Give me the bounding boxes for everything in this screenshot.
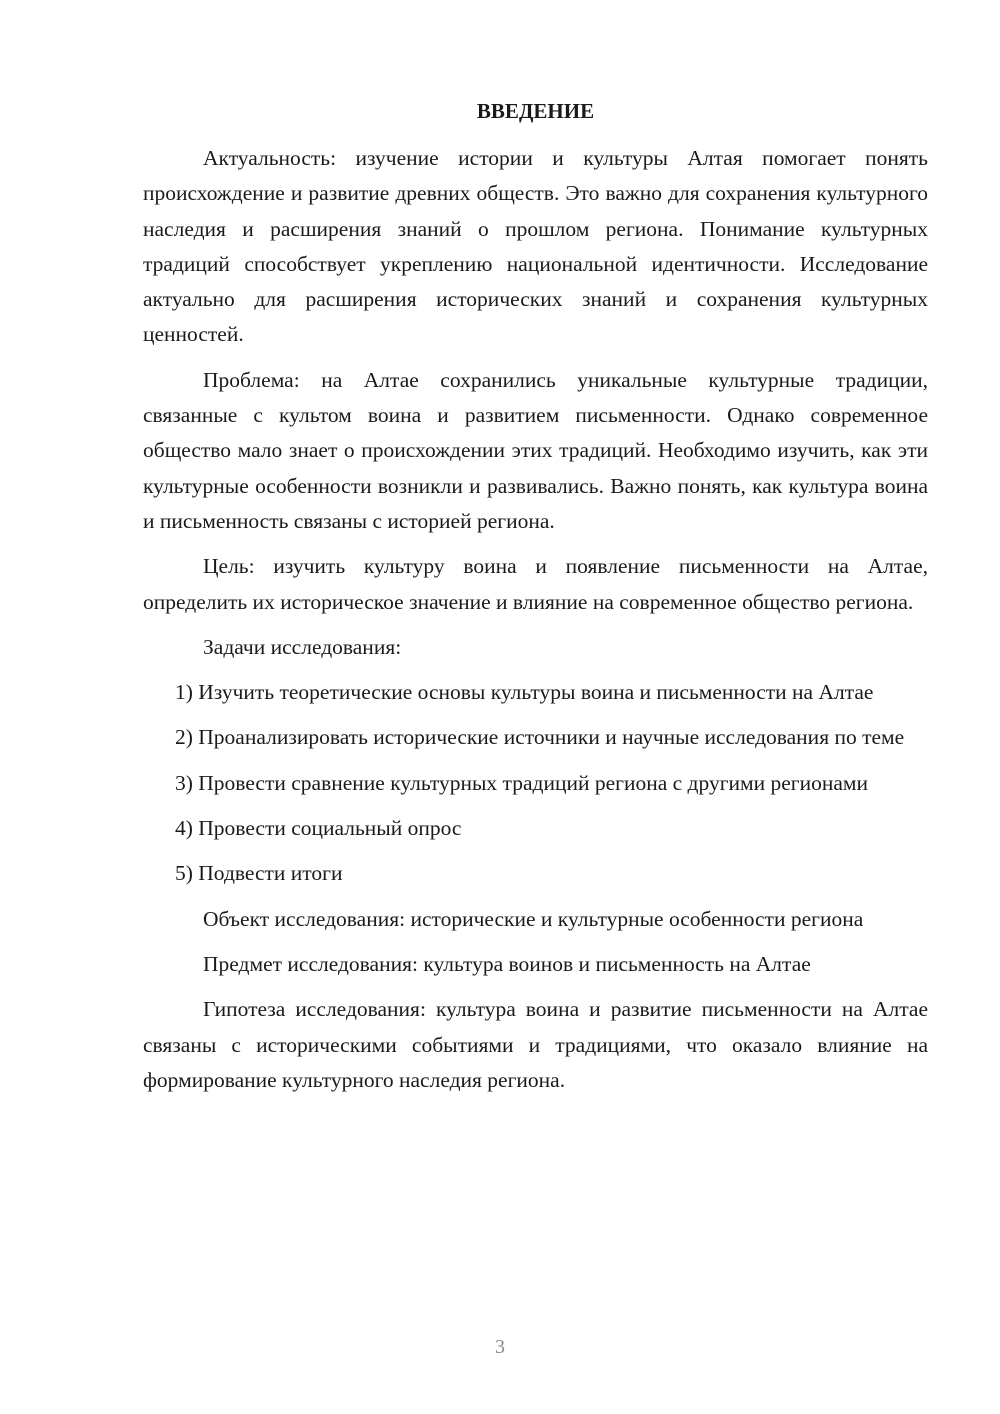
object-paragraph: Объект исследования: исторические и культурные особенности региона — [203, 906, 864, 931]
task-item: 3) Провести сравнение культурных традиций региона с другими регионами — [175, 770, 869, 795]
task-item: 5) Подвести итоги — [175, 861, 343, 886]
document-body — [143, 141, 928, 1098]
relevance-paragraph: Актуальность: изучение истории и культуры Алтая помогает понять происхождение и развитие древних обществ. Это важно для сохранения культурного наследия и расширения знаний о прошлом региона. Понимание культурных традиций способствует укреплению национальной идентичности. Исследование актуально для расширения исторических знаний и сохранения культурных ценностей. — [143, 146, 928, 347]
tasks-heading: Задачи исследования: — [203, 634, 402, 659]
section-title: ВВЕДЕНИЕ — [476, 99, 595, 123]
hypothesis-paragraph: Гипотеза исследования: культура воина и развитие письменности на Алтае связаны с историческими событиями и традициями, что оказало влияние на формирование культурного наследия региона. — [143, 997, 928, 1092]
subject-paragraph: Предмет исследования: культура воинов и письменность на Алтае — [203, 951, 811, 976]
page-number: 3 — [495, 1336, 505, 1358]
goal-paragraph: Цель: изучить культуру воина и появление письменности на Алтае, определить их историческое значение и влияние на современное общество региона. — [143, 554, 928, 614]
problem-paragraph: Проблема: на Алтае сохранились уникальные культурные традиции, связанные с культом воина и развитием письменности. Однако современное общество мало знает о происхождении этих традиций. Необходимо изучить, как эти культурные особенности возникли и развивались. Важно понять, как культура воина и письменность связаны с историей региона. — [143, 367, 928, 533]
task-item: 2) Проанализировать исторические источники и научные исследования по теме — [175, 725, 905, 750]
task-item: 4) Провести социальный опрос — [175, 816, 462, 841]
task-item: 1) Изучить теоретические основы культуры воина и письменности на Алтае — [175, 680, 874, 705]
